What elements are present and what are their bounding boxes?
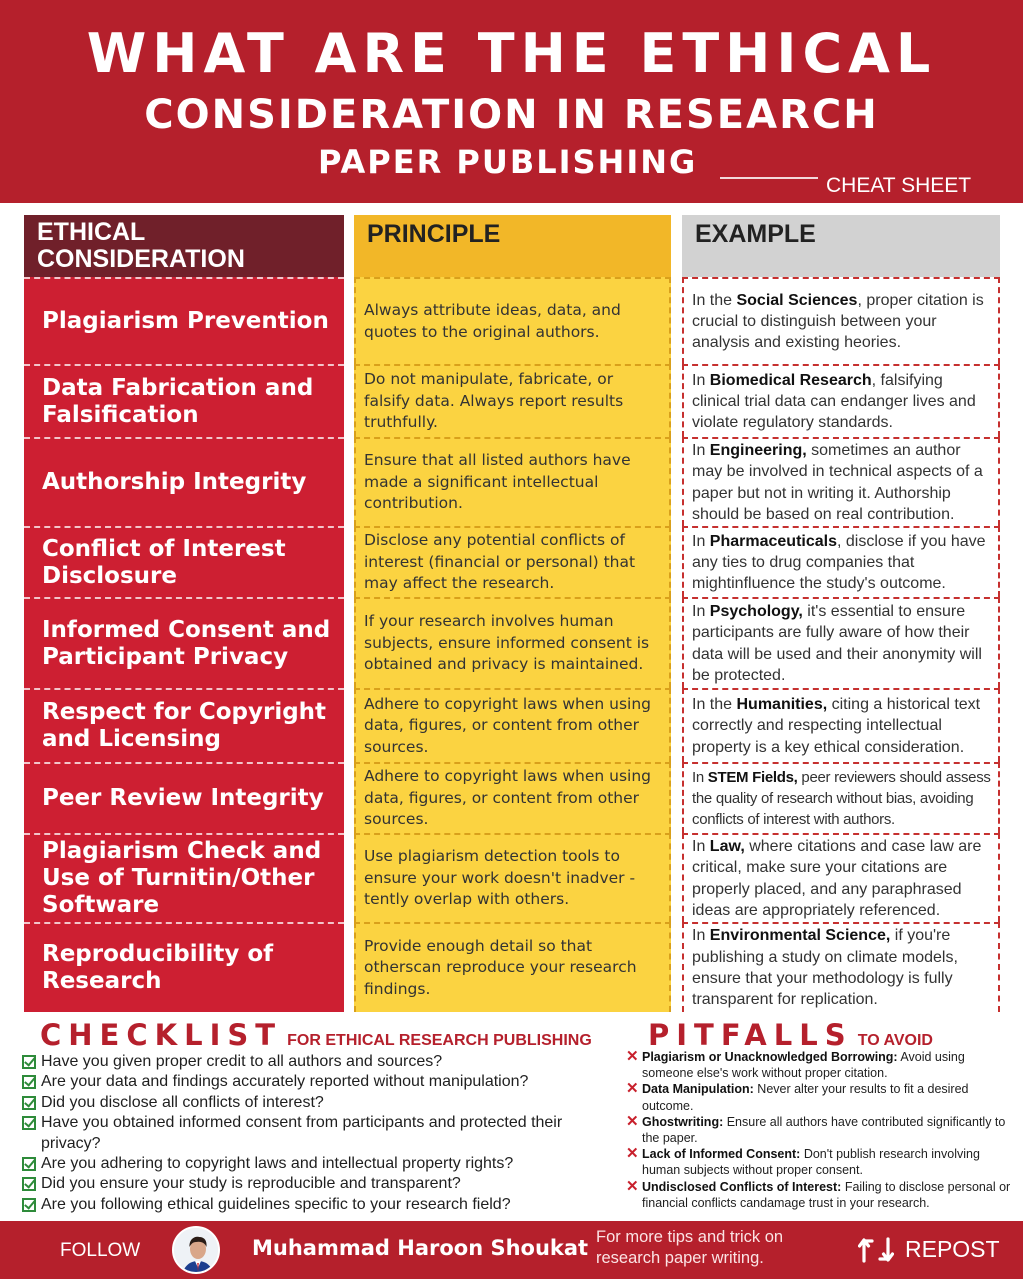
example-text: In Environmental Science, if you're publishing a study on climate models, ensure that your methodology is fully transparent for replication. — [692, 927, 958, 1009]
example-cell — [682, 364, 1000, 437]
principle-text: Disclose any potential conflicts of interest (financial or personal) that may affect the research. — [364, 531, 636, 593]
checklist-item: Have you given proper credit to all authors and sources? — [22, 1052, 622, 1072]
consideration-cell — [24, 364, 344, 437]
cross-icon: ✕ — [626, 1145, 639, 1163]
checkbox-icon — [22, 1116, 36, 1130]
example-text: In Engineering, sometimes an author may be involved in technical aspects of a paper but not in writing it. Authorship should be based on real contribution. — [692, 441, 983, 523]
author-name[interactable]: Muhammad Haroon Shoukat — [252, 1236, 589, 1260]
checklist-item: Are your data and findings accurately reported without manipulation? — [22, 1072, 622, 1092]
consideration-cell — [24, 597, 344, 688]
checkbox-icon — [22, 1075, 36, 1089]
consideration-column — [24, 215, 344, 1012]
repost-icon[interactable] — [858, 1235, 894, 1265]
pitfalls-title — [648, 1018, 933, 1052]
follow-label[interactable]: FOLLOW — [60, 1240, 141, 1261]
consideration-cell — [24, 277, 344, 364]
pitfall-item: ✕ Ghostwriting: Ensure all authors have contributed significantly to the paper. — [626, 1112, 1006, 1146]
consideration-text: Plagiarism Prevention — [42, 308, 329, 334]
principle-cell — [354, 526, 671, 597]
principle-text: Do not manipulate, fabricate, or falsify data. Always report results truthfully. — [364, 370, 624, 432]
example-text: In the Social Sciences, proper citation is crucial to distinguish between your analysis and existing heories. — [692, 291, 984, 352]
example-cell — [682, 597, 1000, 688]
tips-text: For more tips and trick on research paper writing. — [596, 1228, 784, 1267]
checkbox-icon — [22, 1055, 36, 1069]
title-line-1: WHAT ARE THE ETHICAL — [86, 22, 937, 85]
cross-icon: ✕ — [626, 1177, 639, 1195]
principle-text: Adhere to copyright laws when using data, figures, or content from other sources. — [364, 694, 652, 756]
example-cell — [682, 762, 1000, 833]
consideration-header-label: ETHICAL CONSIDERATION — [37, 218, 245, 273]
consideration-cell — [24, 437, 344, 526]
principle-text: Use plagiarism detection tools to ensure your work doesn't inadver -tently overlap with others. — [364, 847, 636, 909]
checklist-item: Are you adhering to copyright laws and intellectual property rights? — [22, 1154, 622, 1174]
principle-cell — [354, 688, 671, 762]
principle-cell — [354, 277, 671, 364]
principle-cell — [354, 437, 671, 526]
example-header-label: EXAMPLE — [695, 220, 816, 248]
checkbox-icon — [22, 1157, 36, 1171]
consideration-cell — [24, 833, 344, 922]
header-banner — [0, 0, 1023, 203]
footer-bar — [0, 1221, 1023, 1279]
checklist-item: Have you obtained informed consent from participants and protected their privacy? — [22, 1113, 622, 1154]
consideration-text: Reproducibility of Research — [42, 941, 274, 994]
cross-icon: ✕ — [626, 1080, 639, 1098]
pitfall-item: ✕ Lack of Informed Consent: Don't publish research involving human subjects without proper consent. — [626, 1145, 980, 1178]
example-text: In Pharmaceuticals, disclose if you have any ties to drug companies that mightinfluence the study's outcome. — [692, 532, 986, 593]
principle-column — [354, 215, 671, 1012]
consideration-text: Authorship Integrity — [42, 469, 307, 495]
checklist — [22, 1052, 622, 1215]
principle-text: Adhere to copyright laws when using data, figures, or content from other sources. — [364, 767, 652, 829]
checklist-item: Did you ensure your study is reproducible and transparent? — [22, 1174, 622, 1194]
consideration-text: Conflict of Interest Disclosure — [42, 535, 286, 589]
checklist-item: Did you disclose all conflicts of interest? — [22, 1093, 622, 1113]
example-cell — [682, 688, 1000, 762]
principle-text: Ensure that all listed authors have made a significant intellectual contribution. — [364, 451, 631, 513]
checklist-subheading: FOR ETHICAL RESEARCH PUBLISHING — [287, 1032, 592, 1049]
principle-cell — [354, 597, 671, 688]
consideration-cell — [24, 688, 344, 762]
example-text: In Biomedical Research, falsifying clinical trial data can endanger lives and violate regulatory standards. — [692, 371, 976, 432]
example-header — [682, 215, 1000, 277]
title-line-2: CONSIDERATION IN RESEARCH — [144, 92, 879, 138]
repost-button[interactable]: REPOST — [905, 1236, 1000, 1262]
pitfalls-subheading: TO AVOID — [857, 1032, 933, 1049]
author-avatar-icon[interactable] — [172, 1226, 220, 1274]
principle-cell — [354, 922, 671, 1012]
checklist-item: Are you following ethical guidelines specific to your research field? — [22, 1195, 622, 1215]
principle-text: Always attribute ideas, data, and quotes to the original authors. — [364, 301, 621, 341]
example-text: In Law, where citations and case law are critical, make sure your citations are properly placed, and any paraphrased ideas are appropriately referenced. — [692, 837, 982, 919]
consideration-text: Informed Consent and Participant Privacy — [42, 616, 331, 670]
pitfalls-heading: PITFALLS — [648, 1018, 853, 1052]
principle-cell — [354, 364, 671, 437]
cross-icon: ✕ — [626, 1048, 639, 1065]
consideration-text: Peer Review Integrity — [42, 785, 324, 811]
example-cell — [682, 437, 1000, 526]
principle-cell — [354, 833, 671, 922]
example-text: In the Humanities, citing a historical text correctly and respecting intellectual property is a key ethical consideration. — [692, 696, 981, 756]
example-cell — [682, 833, 1000, 922]
consideration-cell — [24, 922, 344, 1012]
consideration-text: Data Fabrication and Falsification — [42, 374, 314, 428]
consideration-cell — [24, 762, 344, 833]
checkbox-icon — [22, 1177, 36, 1191]
principle-header-label: PRINCIPLE — [367, 220, 501, 248]
checkbox-icon — [22, 1096, 36, 1110]
consideration-text: Plagiarism Check and Use of Turnitin/Other Software — [42, 838, 322, 918]
cross-icon: ✕ — [626, 1112, 639, 1130]
checkbox-icon — [22, 1198, 36, 1212]
pitfall-item: ✕ Plagiarism or Unacknowledged Borrowing: Avoid using someone else's work without proper citation. — [626, 1048, 965, 1081]
example-text: In Psychology, it's essential to ensure participants are fully aware of how their data will be used and their anonymity will be protected. — [692, 602, 982, 684]
checklist-title — [40, 1018, 592, 1052]
consideration-text: Respect for Copyright and Licensing — [42, 699, 327, 752]
example-text: In STEM Fields, peer reviewers should assess the quality of research without bias, avoiding conflicts of interest with authors. — [692, 768, 991, 829]
cheat-sheet-tag: CHEAT SHEET — [826, 174, 972, 197]
example-cell — [682, 526, 1000, 597]
title-line-3: PAPER PUBLISHING — [318, 143, 698, 181]
consideration-header — [24, 215, 344, 277]
title-divider — [720, 177, 818, 179]
pitfall-item: ✕ Data Manipulation: Never alter your results to fit a desired outcome. — [626, 1080, 969, 1113]
principle-text: If your research involves human subjects, ensure informed consent is obtained and privacy is maintained. — [364, 612, 650, 674]
checklist-heading: CHECKLIST — [40, 1018, 283, 1052]
example-cell — [682, 277, 1000, 364]
principle-cell — [354, 762, 671, 833]
consideration-cell — [24, 526, 344, 597]
example-column — [682, 215, 1000, 1012]
principle-text: Provide enough detail so that otherscan reproduce your research findings. — [364, 936, 637, 998]
principle-header — [354, 215, 671, 277]
pitfalls-list — [626, 1049, 1016, 1211]
example-cell — [682, 922, 1000, 1012]
pitfall-item: ✕ Undisclosed Conflicts of Interest: Failing to disclose personal or financial conflicts candamage trust in your research. — [626, 1177, 1011, 1210]
